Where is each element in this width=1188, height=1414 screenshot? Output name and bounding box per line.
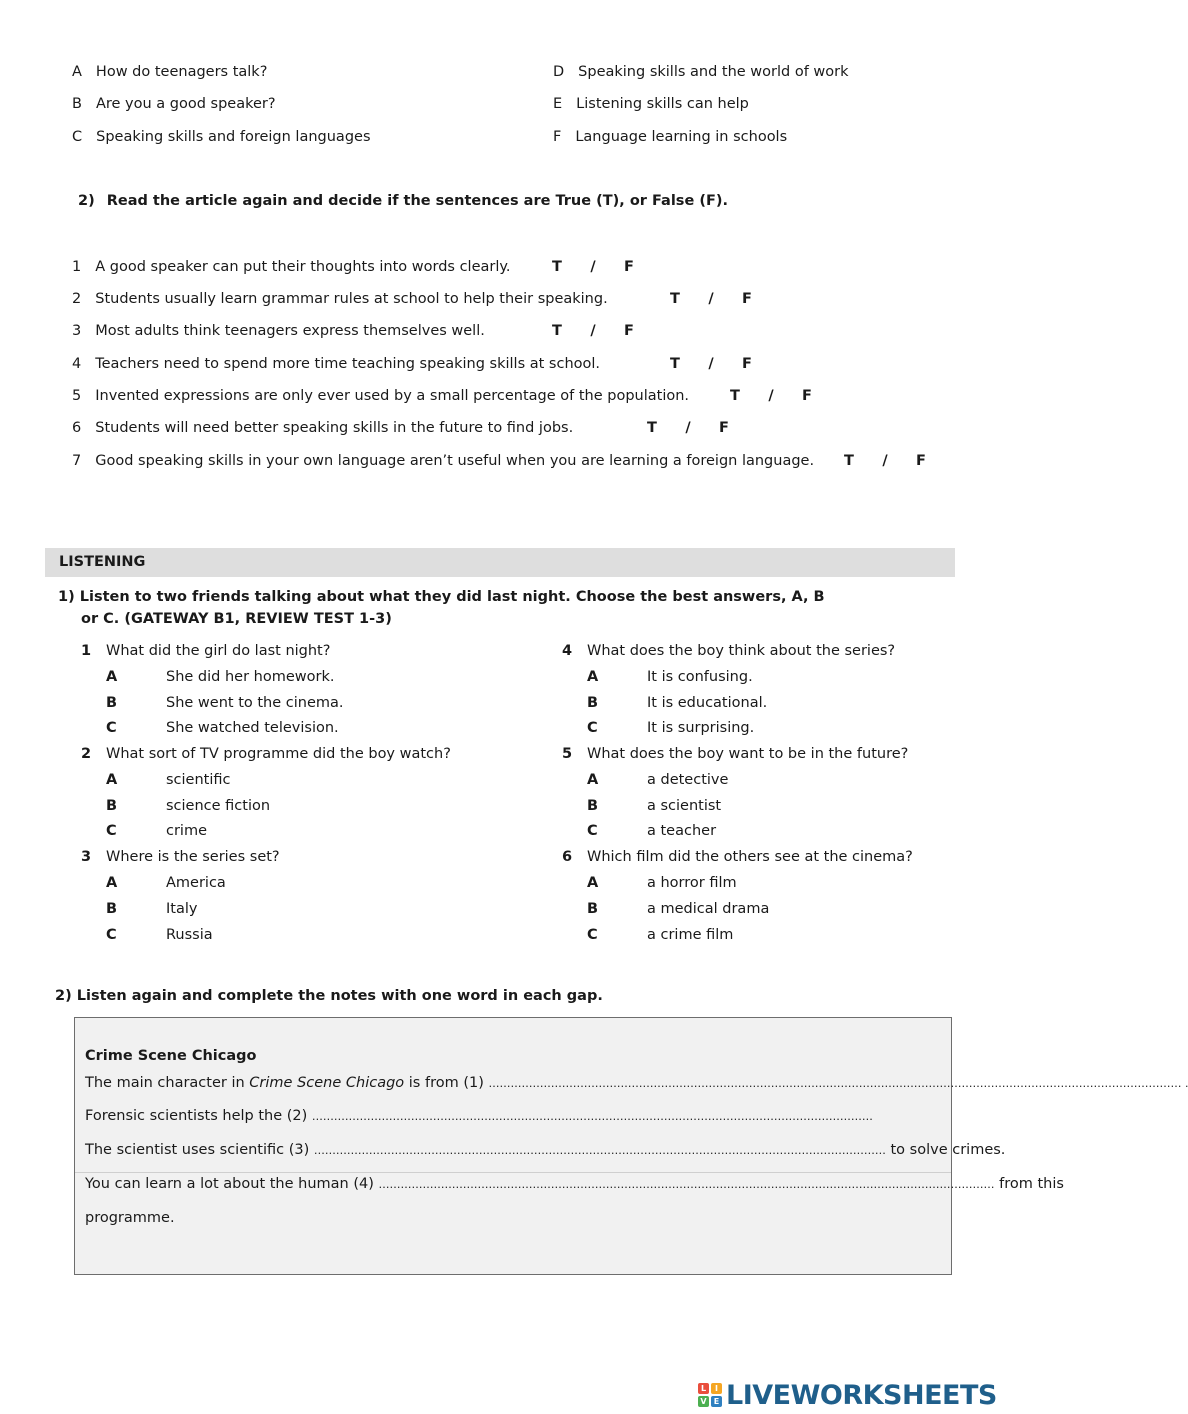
logo-mark-icon: L I V E: [698, 1383, 722, 1407]
tf-choice-2[interactable]: T / F: [670, 291, 752, 307]
tf-item: 4 Teachers need to spend more time teaching speaking skills at school.: [72, 356, 601, 372]
tf-choice-4[interactable]: T / F: [670, 356, 752, 372]
tf-choice-1[interactable]: T / F: [552, 259, 634, 275]
notes-box: [74, 1017, 1188, 1275]
notes-line-1: The main character in Crime Scene Chicago is from (1) ……………………………………………………………………………………………………………………………………………………………………… .: [85, 1075, 1188, 1091]
option-b[interactable]: B: [106, 901, 118, 917]
tf-item: 1 A good speaker can put their thoughts into words clearly.: [72, 259, 511, 275]
gap-2[interactable]: ………………………………………………………………………………………………………………………………………: [311, 1110, 873, 1123]
option-b[interactable]: B: [587, 901, 599, 917]
tf-item: 6 Students will need better speaking skills in the future to find jobs.: [72, 420, 574, 436]
notes-title: Crime Scene Chicago: [85, 1048, 257, 1064]
heading-b: B Are you a good speaker?: [72, 96, 276, 112]
gap-4[interactable]: ……………………………………………………………………………………………………………………………………………………: [378, 1178, 995, 1191]
option-b[interactable]: B: [106, 798, 118, 814]
tf-choice-7[interactable]: T / F: [844, 453, 926, 469]
option-b[interactable]: B: [587, 798, 599, 814]
notes-line-2: Forensic scientists help the (2) ………………………………………………………………………………………………………………………………………: [85, 1108, 873, 1124]
tf-choice-6[interactable]: T / F: [647, 420, 729, 436]
option-a[interactable]: A: [587, 875, 599, 891]
tf-item: 7 Good speaking skills in your own language aren’t useful when you are learning a foreign language.: [72, 453, 815, 469]
notes-line-4: You can learn a lot about the human (4) …………………………………………………………………………………………………………………………………………………… from this: [85, 1176, 1064, 1192]
section-title: LISTENING: [59, 554, 146, 570]
notes-divider: [75, 1172, 951, 1173]
listening-task1-instruction-cont: or C. (GATEWAY B1, REVIEW TEST 1-3): [81, 611, 392, 627]
false-option[interactable]: F: [802, 388, 812, 404]
option-a[interactable]: A: [587, 772, 599, 788]
tf-choice-3[interactable]: T / F: [552, 323, 634, 339]
listening-section-header: [45, 548, 955, 577]
gap-3[interactable]: …………………………………………………………………………………………………………………………………………: [313, 1144, 886, 1157]
option-c[interactable]: C: [587, 823, 598, 839]
heading-a: A How do teenagers talk?: [72, 64, 268, 80]
false-option[interactable]: F: [742, 291, 752, 307]
heading-d: D Speaking skills and the world of work: [553, 64, 849, 80]
heading-f: F Language learning in schools: [553, 129, 788, 145]
true-option[interactable]: T: [730, 388, 740, 404]
option-a[interactable]: A: [587, 669, 599, 685]
tf-instruction: 2) Read the article again and decide if the sentences are True (T), or False (F).: [78, 193, 728, 209]
true-option[interactable]: T: [552, 323, 562, 339]
false-option[interactable]: F: [624, 259, 634, 275]
false-option[interactable]: F: [624, 323, 634, 339]
logo-text: LIVEWORKSHEETS: [726, 1379, 997, 1411]
true-option[interactable]: T: [670, 356, 680, 372]
option-b[interactable]: B: [106, 695, 118, 711]
option-b[interactable]: B: [587, 695, 599, 711]
option-c[interactable]: C: [106, 823, 117, 839]
heading-e: E Listening skills can help: [553, 96, 749, 112]
liveworksheets-logo: [698, 1380, 997, 1410]
true-option[interactable]: T: [552, 259, 562, 275]
false-option[interactable]: F: [742, 356, 752, 372]
option-c[interactable]: C: [106, 720, 117, 736]
tf-item: 3 Most adults think teenagers express themselves well.: [72, 323, 485, 339]
true-option[interactable]: T: [647, 420, 657, 436]
notes-line-3: The scientist uses scientific (3) ………………………………………………………………………………………………………………………………………… to solve crimes.: [85, 1142, 1006, 1158]
listening-task1-instruction: 1) Listen to two friends talking about what they did last night. Choose the best answers, A, B: [58, 589, 825, 605]
heading-c: C Speaking skills and foreign languages: [72, 129, 371, 145]
option-a[interactable]: A: [106, 669, 118, 685]
false-option[interactable]: F: [719, 420, 729, 436]
option-a[interactable]: A: [106, 875, 118, 891]
option-c[interactable]: C: [587, 927, 598, 943]
option-a[interactable]: A: [106, 772, 118, 788]
option-c[interactable]: C: [587, 720, 598, 736]
tf-item: 5 Invented expressions are only ever used by a small percentage of the population.: [72, 388, 690, 404]
listening-task2-instruction: 2) Listen again and complete the notes with one word in each gap.: [55, 988, 603, 1004]
tf-choice-5[interactable]: T / F: [730, 388, 812, 404]
false-option[interactable]: F: [916, 453, 926, 469]
option-c[interactable]: C: [106, 927, 117, 943]
true-option[interactable]: T: [670, 291, 680, 307]
notes-line-5: programme.: [85, 1210, 175, 1226]
gap-1[interactable]: ……………………………………………………………………………………………………………………………………………………………………… .: [488, 1077, 1188, 1090]
true-option[interactable]: T: [844, 453, 854, 469]
tf-item: 2 Students usually learn grammar rules at school to help their speaking.: [72, 291, 608, 307]
